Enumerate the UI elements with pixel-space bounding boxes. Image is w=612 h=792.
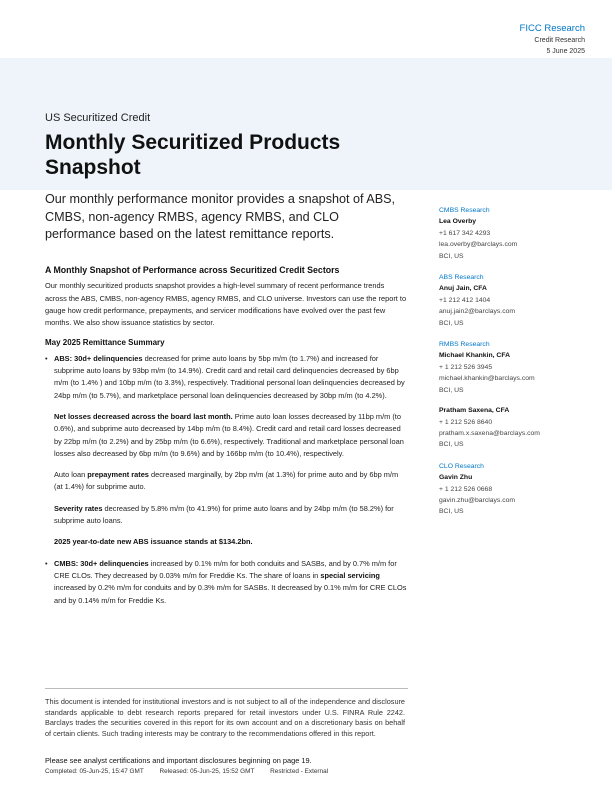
completion-info (45, 768, 342, 775)
analyst-phone: + 1 212 526 8640 (439, 418, 493, 426)
analyst-name: Michael Khankin, CFA (439, 352, 511, 360)
abs-losses-text: Prime auto loan losses decreased by 11bp m/m (to 0.6%), and subprime auto decreased by 14bp m/m (to 8.4%). Credit card and retail card losses decreased by 22bp m/m (to 2.2%) and by 25bp m/m (to 6.6%), respectively. Traditional and marketplace personal loan losses also decreased by 6bp m/m (to 9.6%) and by 166bp m/m (to 10.4%), respectively. (54, 411, 404, 458)
analyst-entry (439, 461, 599, 518)
analyst-section: CMBS Research (439, 207, 490, 214)
cmbs-mid-bold: special servicing (320, 570, 380, 580)
abs-bullet (45, 353, 407, 402)
cmbs-mid-text: increased by 0.2% m/m for conduits and by 0.3% m/m for SASBs. It decreased by 0.1% m/m for CRE CLOs and by 0.14% m/m for Freddie Ks. (54, 583, 407, 605)
completed-time: Completed: 05-Jun-25, 15:47 GMT (45, 768, 144, 775)
abs-severity-text: decreased by 5.8% m/m (to 41.9%) for prime auto loans and by 24bp m/m (to 58.2%) for subprime auto loans. (54, 503, 394, 526)
bullet-icon: • (45, 558, 48, 568)
analyst-phone: + 1 212 526 0668 (439, 485, 493, 493)
analyst-entity: BCI, US (439, 441, 464, 449)
intro-paragraph: Our monthly securitized products snapshot provides a high-level summary of recent performance trends across the ABS, CMBS, non-agency RMBS, agency RMBS, and CLO universe. Investors can use the report to gauge how credit performance, prepayments, and servicer modifications have evolved over the past few months. We also show issuance statistics by sector. (45, 281, 407, 328)
abs-losses-bold: Net losses decreased across the board last month. (54, 411, 233, 421)
disclosure-note: Please see analyst certifications and important disclosures beginning on page 19. (45, 756, 312, 765)
subdepartment-label: Credit Research (534, 37, 585, 44)
abs-losses-paragraph (54, 411, 407, 460)
analyst-phone: +1 617 342 4293 (439, 229, 491, 237)
main-content (45, 264, 407, 607)
report-date: 5 June 2025 (546, 48, 585, 55)
section-heading: A Monthly Snapshot of Performance across Securitized Credit Sectors (45, 265, 340, 275)
disclaimer: This document is intended for institutional investors and is not subject to all of the independence and disclosure standards applicable to debt research reports prepared for retail investors under U.S. FINRA Rule 2242. Barclays trades the securities covered in this report for its own account and on a discretionary basis on behalf of certain clients. Such trading interests may be contrary to the recommendations offered in this report. (45, 697, 405, 739)
footer-divider (45, 688, 408, 689)
cmbs-lead-text: increased by 0.1% m/m for both conduits and SASBs, and by 0.7% m/m for CRE CLOs. They decreased by 0.03% m/m for Freddie Ks. The share of loans in (54, 558, 397, 580)
abs-severity-paragraph (54, 503, 407, 528)
analyst-entity: BCI, US (439, 252, 464, 260)
analyst-name: Lea Overby (439, 218, 477, 226)
analyst-section: RMBS Research (439, 341, 490, 349)
analyst-entity: BCI, US (439, 319, 464, 327)
abs-issuance-bold: 2025 year-to-date new ABS issuance stands at $134.2bn. (54, 537, 253, 547)
abs-severity-bold: Severity rates (54, 503, 103, 513)
restriction-label: Restricted - External (270, 768, 329, 775)
hero (45, 112, 410, 180)
page-title: Monthly Securitized Products Snapshot (45, 131, 341, 179)
abs-prepay-paragraph (54, 469, 407, 494)
analyst-name: Anuj Jain, CFA (439, 285, 487, 293)
cmbs-bullet (45, 558, 407, 607)
cmbs-lead-bold: CMBS: 30d+ delinquencies (54, 558, 149, 568)
analyst-phone: + 1 212 526 3945 (439, 363, 493, 371)
analyst-section: CLO Research (439, 462, 484, 470)
analyst-name: Pratham Saxena, CFA (439, 407, 510, 415)
analyst-phone: +1 212 412 1404 (439, 296, 491, 304)
abs-prepay-pre: Auto loan (54, 470, 88, 480)
analyst-spacer (439, 396, 599, 405)
abs-lead-text: decreased for prime auto loans by 5bp m/m (to 1.7%) and increased for subprime auto loans by 93bp m/m (to 14.9%). Credit card and retail card delinquencies decreased by 6bp m/m (to 1.4% ) and 10bp m/m (to 3.3%), respectively. Traditional personal loan delinquencies decreased by 24bp m/m (to 5.7%), and marketplace personal loan delinquencies decreased by 30bp m/m (to 4.2%). (54, 353, 405, 400)
abs-prepay-bold: prepayment rates (87, 470, 149, 480)
analyst-entry (439, 205, 599, 262)
department-label: FICC Research (519, 23, 585, 34)
analyst-email[interactable]: pratham.x.saxena@barclays.com (439, 429, 540, 437)
report-kicker: US Securitized Credit (45, 112, 151, 124)
abs-prepay-text: decreased marginally, by 2bp m/m (at 1.3%) for prime auto and by 6bp m/m (at 1.4%) for subprime auto. (54, 470, 399, 492)
analyst-email[interactable]: gavin.zhu@barclays.com (439, 496, 516, 504)
bullet-icon: • (45, 353, 48, 363)
abs-issuance-paragraph (54, 536, 407, 548)
analyst-section: ABS Research (439, 274, 484, 282)
released-time: Released: 05-Jun-25, 15:52 GMT (159, 768, 255, 775)
lead-paragraph: Our monthly performance monitor provides a snapshot of ABS, CMBS, non-agency RMBS, agency RMBS, and CLO performance based on the latest remittance reports. (45, 192, 395, 241)
analyst-email[interactable]: michael.khankin@barclays.com (439, 375, 535, 383)
analyst-sidebar (439, 205, 599, 518)
analyst-name: Gavin Zhu (439, 474, 473, 482)
analyst-email[interactable]: anuj.jain2@barclays.com (439, 308, 516, 316)
analyst-entry (439, 272, 599, 329)
summary-heading: May 2025 Remittance Summary (45, 338, 165, 348)
analyst-entity: BCI, US (439, 508, 464, 516)
analyst-entry (439, 339, 599, 396)
analyst-entry (439, 396, 599, 451)
report-meta (520, 22, 585, 57)
analyst-email[interactable]: lea.overby@barclays.com (439, 241, 518, 249)
abs-lead-bold: ABS: 30d+ delinquencies (54, 353, 143, 363)
analyst-entity: BCI, US (439, 386, 464, 394)
